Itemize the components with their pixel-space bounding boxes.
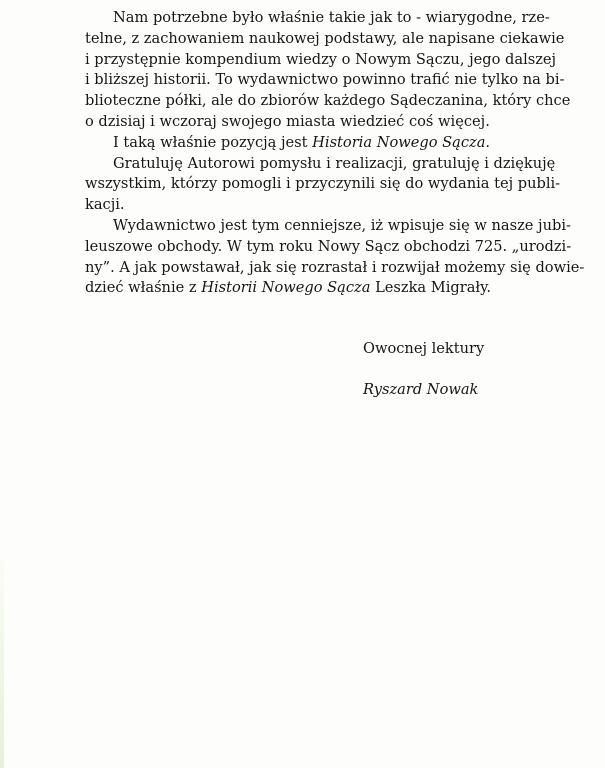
text-segment: blioteczne półki, ale do zbiorów każdego Sądeczanina, który chce — [85, 92, 571, 110]
book-title-italic: Historii Nowego Sącza — [201, 279, 371, 297]
text-line — [85, 195, 528, 216]
text-line — [85, 112, 528, 133]
text-line — [85, 154, 556, 175]
text-segment: kacji. — [85, 196, 125, 214]
text-segment: i przystępnie kompendium wiedzy o Nowym Sączu, jego dalszej — [85, 50, 557, 68]
text-line — [85, 70, 565, 91]
text-line — [85, 174, 561, 195]
text-line — [85, 216, 571, 237]
text-line — [85, 133, 528, 154]
page-edge-shadow — [0, 560, 4, 768]
text-line — [85, 258, 585, 279]
text-segment: . — [485, 133, 491, 151]
text-segment: Gratuluję Autorowi pomysłu i realizacji, gratuluję i dziękuję — [113, 154, 556, 172]
text-line — [85, 237, 572, 258]
text-segment: wszystkim, którzy pomogli i przyczynili się do wydania tej publi- — [85, 175, 561, 193]
text-segment: ny”. A jak powstawał, jak się rozrastał i rozwijał możemy się dowie- — [85, 258, 585, 276]
text-line — [85, 50, 557, 71]
text-segment: I taką właśnie pozycją jest — [113, 133, 313, 151]
body-text — [85, 8, 585, 299]
text-segment: Leszka Migrały. — [370, 279, 492, 297]
closing-line: Owocnej lektury — [363, 340, 485, 357]
book-title-italic: Historia Nowego Sącza — [312, 133, 486, 151]
text-segment: leuszowe obchody. W tym roku Nowy Sącz obchodzi 725. „urodzi- — [85, 237, 572, 255]
text-line — [85, 91, 571, 112]
text-segment: Wydawnictwo jest tym cenniejsze, iż wpisuje się w nasze jubi- — [113, 216, 571, 234]
text-line — [85, 278, 528, 299]
text-segment: dzieć właśnie z — [85, 279, 202, 297]
text-segment: telne, z zachowaniem naukowej podstawy, ale napisane ciekawie — [85, 29, 565, 47]
text-segment: o dzisiaj i wczoraj swojego miasta wiedzieć coś więcej. — [85, 112, 490, 130]
text-line — [85, 29, 565, 50]
text-segment: Nam potrzebne było właśnie takie jak to - wiarygodne, rze- — [113, 9, 550, 26]
text-segment: i bliższej historii. To wydawnictwo powinno trafić nie tylko na bi- — [85, 71, 565, 89]
signature: Ryszard Nowak — [363, 381, 479, 398]
text-line — [85, 8, 550, 29]
